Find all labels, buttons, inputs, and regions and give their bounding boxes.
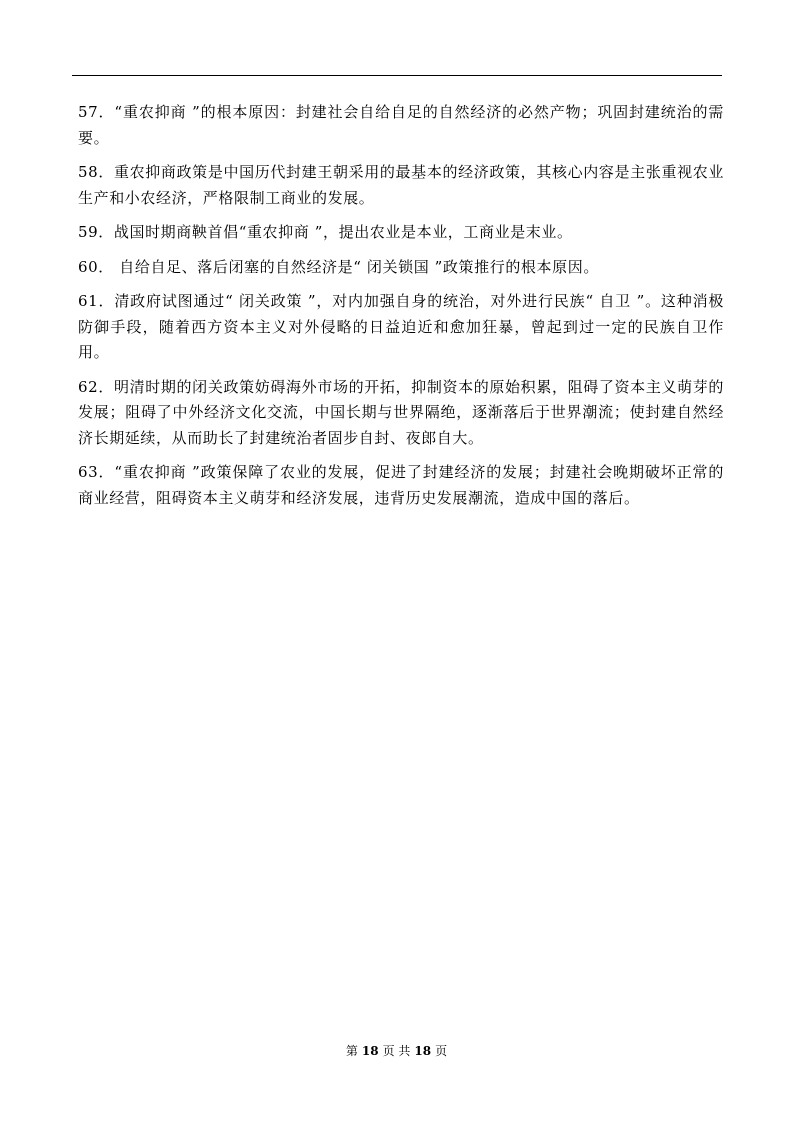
paragraph-61: 61．清政府试图通过“ 闭关政策 ”，对内加强自身的统治，对外进行民族“ 自卫 ”。这种消极防御手段，随着西方资本主义对外侵略的日益迫近和愈加狂暴，曾起到过一定的民族自卫作用。 <box>78 292 724 361</box>
footer-middle: 页 共 <box>382 1044 411 1058</box>
total-pages-number: 18 <box>414 1044 432 1058</box>
page-footer <box>0 1043 793 1059</box>
header-rule <box>72 75 722 76</box>
paragraph-60: 60． 自给自足、落后闭塞的自然经济是“ 闭关锁国 ”政策推行的根本原因。 <box>78 257 599 276</box>
footer-prefix: 第 <box>345 1044 358 1058</box>
paragraph-57: 57．“重农抑商 ”的根本原因：封建社会自给自足的自然经济的必然产物；巩固封建统治的需要。 <box>78 103 724 147</box>
current-page-number: 18 <box>361 1044 379 1058</box>
paragraph-62: 62．明清时期的闭关政策妨碍海外市场的开拓，抑制资本的原始积累，阻碍了资本主义萌芽的发展；阻碍了中外经济文化交流，中国长期与世界隔绝，逐渐落后于世界潮流；使封建自然经济长期延续，从而助长了封建统治者固步自封、夜郎自大。 <box>78 377 724 447</box>
document-body <box>78 100 724 520</box>
footer-suffix: 页 <box>435 1044 448 1058</box>
paragraph-58: 58．重农抑商政策是中国历代封建王朝采用的最基本的经济政策，其核心内容是主张重视农业生产和小农经济，严格限制工商业的发展。 <box>78 163 724 207</box>
paragraph-59: 59．战国时期商鞅首倡“重农抑商 ”，提出农业是本业，工商业是末业。 <box>78 223 573 241</box>
paragraph-63: 63．“重农抑商 ”政策保障了农业的发展，促进了封建经济的发展；封建社会晚期破坏正常的商业经营，阻碍资本主义萌芽和经济发展，违背历史发展潮流，造成中国的落后。 <box>78 463 724 507</box>
